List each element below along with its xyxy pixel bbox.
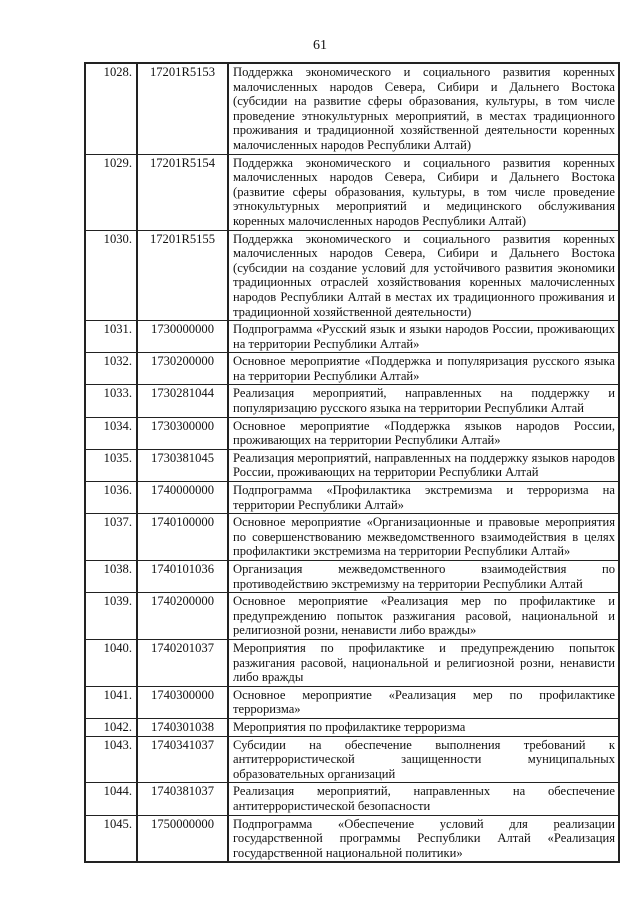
row-number: 1029. — [85, 154, 137, 230]
budget-classification-table — [84, 62, 620, 863]
row-code: 1730200000 — [137, 353, 228, 385]
row-description: Организация межведомственного взаимодействия по противодействию экстремизму на территории Республики Алтай — [228, 561, 619, 593]
row-code: 1740100000 — [137, 514, 228, 561]
row-number: 1043. — [85, 736, 137, 783]
table-row — [85, 783, 619, 815]
row-code: 17201R5154 — [137, 154, 228, 230]
row-number: 1034. — [85, 417, 137, 449]
table-row — [85, 639, 619, 686]
table-row — [85, 385, 619, 417]
row-number: 1041. — [85, 686, 137, 718]
row-code: 1750000000 — [137, 815, 228, 862]
row-description: Поддержка экономического и социального развития коренных малочисленных народов Севера, Сибири и Дальнего Востока (субсидии на создание условий для устойчивого развития экономики традиционных отраслей хозяйствования коренных малочисленных народов Республики Алтай в местах их традиционного проживания и традиционной хозяйственной деятельности) — [228, 230, 619, 321]
page-number: 61 — [313, 38, 327, 53]
row-description: Основное мероприятие «Поддержка языков народов России, проживающих на территории Республики Алтай» — [228, 417, 619, 449]
row-description: Подпрограмма «Обеспечение условий для реализации государственной программы Республики Алтай «Реализация государственной национальной политики» — [228, 815, 619, 862]
table-row — [85, 718, 619, 736]
row-description: Реализация мероприятий, направленных на поддержку и популяризацию русского языка на территории Республики Алтай — [228, 385, 619, 417]
row-code: 1730300000 — [137, 417, 228, 449]
row-number: 1033. — [85, 385, 137, 417]
row-number: 1036. — [85, 482, 137, 514]
row-number: 1032. — [85, 353, 137, 385]
row-number: 1030. — [85, 230, 137, 321]
row-code: 1740101036 — [137, 561, 228, 593]
row-description: Мероприятия по профилактике и предупреждению попыток разжигания расовой, национальной и религиозной розни, ненависти либо вражды — [228, 639, 619, 686]
row-description: Основное мероприятие «Реализация мер по профилактике терроризма» — [228, 686, 619, 718]
row-code: 1740301038 — [137, 718, 228, 736]
row-number: 1044. — [85, 783, 137, 815]
row-description: Поддержка экономического и социального развития коренных малочисленных народов Севера, Сибири и Дальнего Востока (развитие сферы образования, культуры, в том числе проведение этнокультурных мероприятий и медицинского обслуживания коренных малочисленных народов Республики Алтай) — [228, 154, 619, 230]
row-number: 1031. — [85, 321, 137, 353]
row-code: 1730000000 — [137, 321, 228, 353]
row-description: Поддержка экономического и социального развития коренных малочисленных народов Севера, Сибири и Дальнего Востока (субсидии на развитие сферы образования, культуры, в том числе проведение этнокультурных мероприятий, в местах традиционного проживания и традиционной хозяйственной деятельности коренных малочисленных народов Республики Алтай) — [228, 63, 619, 154]
table-body — [85, 63, 619, 862]
table-row — [85, 482, 619, 514]
row-description: Реализация мероприятий, направленных на обеспечение антитеррористической безопасности — [228, 783, 619, 815]
row-code: 1730281044 — [137, 385, 228, 417]
row-description: Основное мероприятие «Реализация мер по профилактике и предупреждению попыток разжигания расовой, национальной и религиозной розни, ненависти либо вражды» — [228, 593, 619, 640]
row-number: 1039. — [85, 593, 137, 640]
row-number: 1040. — [85, 639, 137, 686]
row-code: 1740201037 — [137, 639, 228, 686]
row-description: Подпрограмма «Русский язык и языки народов России, проживающих на территории Республики Алтай» — [228, 321, 619, 353]
table-row — [85, 353, 619, 385]
table-row — [85, 449, 619, 481]
row-number: 1028. — [85, 63, 137, 154]
table-row — [85, 417, 619, 449]
row-description: Субсидии на обеспечение выполнения требований к антитеррористической защищенности муниципальных образовательных организаций — [228, 736, 619, 783]
row-code: 1730381045 — [137, 449, 228, 481]
row-code: 17201R5155 — [137, 230, 228, 321]
row-number: 1035. — [85, 449, 137, 481]
row-description: Мероприятия по профилактике терроризма — [228, 718, 619, 736]
row-code: 17201R5153 — [137, 63, 228, 154]
row-code: 1740381037 — [137, 783, 228, 815]
row-number: 1045. — [85, 815, 137, 862]
table-row — [85, 230, 619, 321]
row-code: 1740300000 — [137, 686, 228, 718]
row-number: 1038. — [85, 561, 137, 593]
row-description: Реализация мероприятий, направленных на поддержку языков народов России, проживающих на территории Республики Алтай — [228, 449, 619, 481]
row-code: 1740341037 — [137, 736, 228, 783]
row-code: 1740000000 — [137, 482, 228, 514]
table-row — [85, 815, 619, 862]
row-description: Основное мероприятие «Организационные и правовые мероприятия по совершенствованию межведомственного взаимодействия в целях профилактики экстремизма на территории Республики Алтай» — [228, 514, 619, 561]
table-row — [85, 63, 619, 154]
row-description: Подпрограмма «Профилактика экстремизма и терроризма на территории Республики Алтай» — [228, 482, 619, 514]
table-row — [85, 154, 619, 230]
row-code: 1740200000 — [137, 593, 228, 640]
row-number: 1042. — [85, 718, 137, 736]
table-row — [85, 593, 619, 640]
table-row — [85, 514, 619, 561]
table-row — [85, 321, 619, 353]
row-number: 1037. — [85, 514, 137, 561]
table-row — [85, 686, 619, 718]
table-row — [85, 561, 619, 593]
table-row — [85, 736, 619, 783]
row-description: Основное мероприятие «Поддержка и популяризация русского языка на территории Республики Алтай» — [228, 353, 619, 385]
